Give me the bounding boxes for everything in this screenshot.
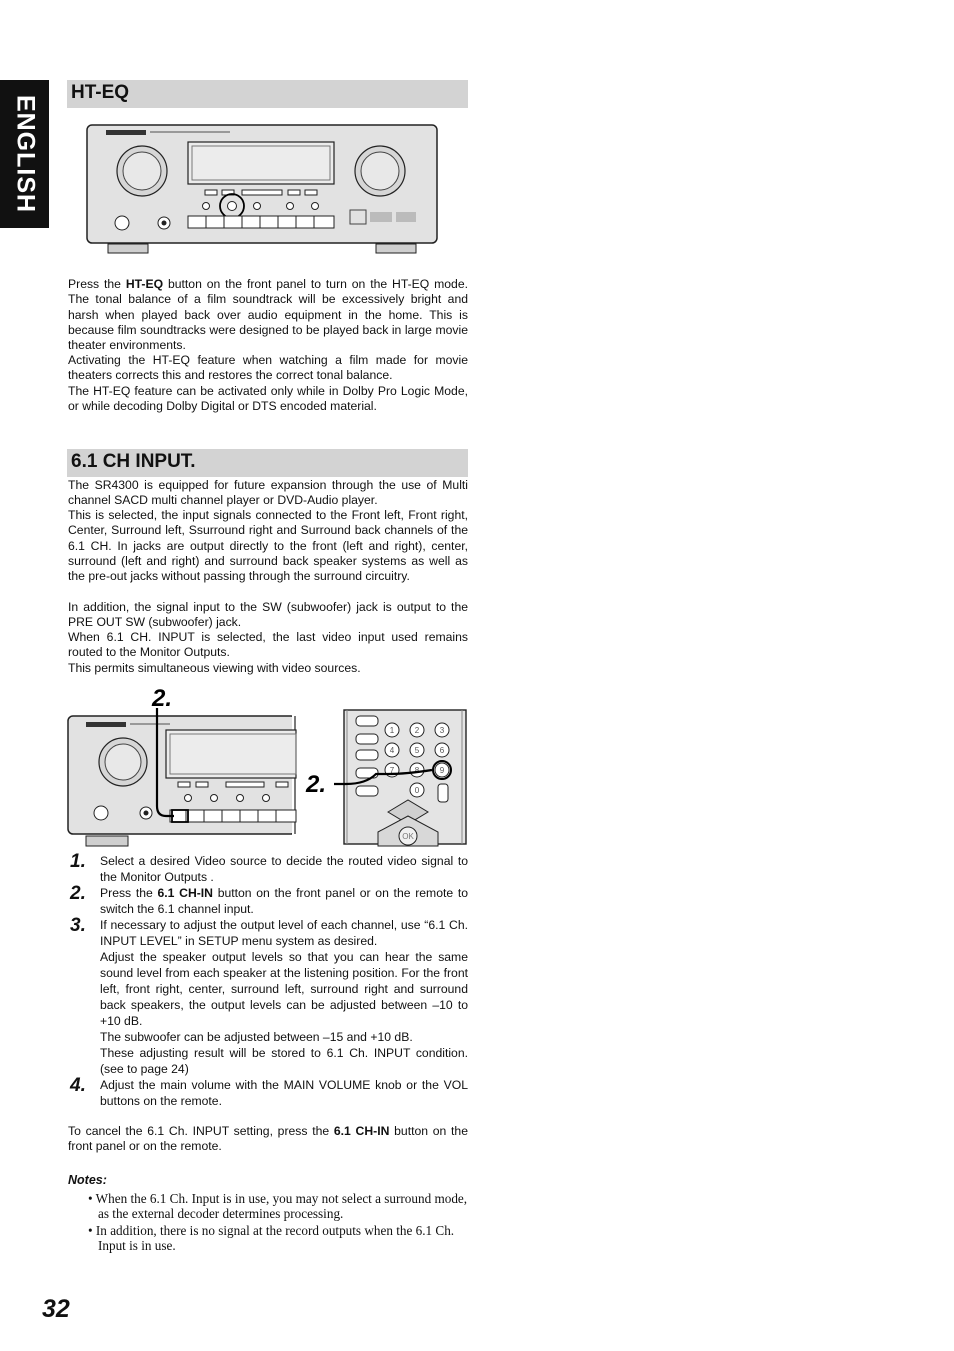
- step-number-1: 1.: [70, 851, 86, 872]
- section-heading-61ch: [67, 449, 468, 477]
- ch61-paragraph-4: When 6.1 CH. INPUT is selected, the last video input used remains routed to the Monitor Outputs.: [68, 630, 468, 660]
- svg-text:4: 4: [389, 746, 395, 755]
- svg-text:0: 0: [414, 786, 420, 795]
- step-number-4: 4.: [70, 1075, 86, 1096]
- step-text-1: Select a desired Video source to decide the routed video signal to the Monitor Outputs .: [100, 854, 468, 884]
- svg-text:3: 3: [439, 726, 445, 735]
- language-tab: [0, 80, 49, 228]
- ch61-paragraph-5: This permits simultaneous viewing with video sources.: [68, 661, 361, 675]
- step-text-3-detail: Adjust the speaker output levels so that you can hear the same sound level from each speaker at the listening position. For the front left, front right, center, surround left, surround right and surround back speakers, the output levels can be adjusted between –10 to +10 dB.: [100, 950, 468, 1028]
- step-text-3-stored: These adjusting result will be stored to 6.1 Ch. INPUT condition. (see to page 24): [100, 1046, 468, 1076]
- ch61-paragraph-3: In addition, the signal input to the SW (subwoofer) jack is output to the PRE OUT SW (subwoofer) jack.: [68, 600, 468, 630]
- step-text-2: Press the 6.1 CH-IN button on the front panel or on the remote to switch the 6.1 channel input.: [100, 886, 468, 916]
- notes-title: Notes:: [68, 1173, 107, 1187]
- svg-text:2: 2: [414, 726, 420, 735]
- ch61-paragraph-2: This is selected, the input signals connected to the Front left, Front right, Center, Surround left, Ssurround right and Surround back channels of the 6.1 CH. In jacks are output directly to the front (left and right), center, surround (left and right) and surround back speaker systems as well as the pre-out jacks without passing through the surround circuitry.: [68, 508, 468, 584]
- language-tab-label: ENGLISH: [11, 94, 39, 214]
- note-item-2: • In addition, there is no signal at the record outputs when the 6.1 Ch. Input is in use.: [88, 1223, 455, 1253]
- svg-text:9: 9: [439, 766, 445, 775]
- step-number-3: 3.: [70, 915, 86, 936]
- cancel-paragraph: To cancel the 6.1 Ch. INPUT setting, press the 6.1 CH-IN button on the front panel or on the remote.: [68, 1124, 468, 1154]
- svg-text:5: 5: [414, 746, 420, 755]
- section-title-61ch: 6.1 CH INPUT.: [71, 451, 196, 472]
- figure-label-remote: 2.: [306, 771, 327, 798]
- front-panel-and-remote-figure: [66, 682, 468, 848]
- svg-text:6: 6: [439, 746, 445, 755]
- svg-text:OK: OK: [402, 832, 414, 841]
- step-text-3-subwoofer: The subwoofer can be adjusted between –15 and +10 dB.: [100, 1030, 413, 1044]
- note-item-1: • When the 6.1 Ch. Input is in use, you may not select a surround mode, as the external decoder determines processing.: [88, 1191, 468, 1221]
- step-text-4: Adjust the main volume with the MAIN VOLUME knob or the VOL buttons on the remote.: [100, 1078, 468, 1108]
- section-title-hteq: HT-EQ: [71, 82, 130, 103]
- receiver-front-panel-figure: [86, 124, 438, 256]
- svg-text:7: 7: [389, 766, 395, 775]
- page-number: 32: [42, 1295, 70, 1323]
- step-text-3: If necessary to adjust the output level of each channel, use “6.1 Ch. INPUT LEVEL” in SETUP menu system as desired.: [100, 918, 468, 948]
- svg-text:1: 1: [389, 726, 395, 735]
- hteq-paragraph-2: Activating the HT-EQ feature when watching a film made for movie theaters corrects this and restores the correct tonal balance.: [68, 353, 468, 383]
- svg-text:8: 8: [414, 766, 420, 775]
- hteq-paragraph-3: The HT-EQ feature can be activated only while in Dolby Pro Logic Mode, or while decoding Dolby Digital or DTS encoded material.: [68, 384, 468, 414]
- figure-label-front: 2.: [152, 685, 173, 712]
- ch61-paragraph-1: The SR4300 is equipped for future expansion through the use of Multi channel SACD multi channel player or DVD-Audio player.: [68, 478, 468, 508]
- section-heading-hteq: [67, 80, 468, 108]
- step-number-2: 2.: [70, 883, 86, 904]
- hteq-paragraph-1: Press the HT-EQ button on the front panel to turn on the HT-EQ mode. The tonal balance of a film soundtrack will be excessively bright and harsh when played back over audio equipment in the home. This is because film soundtracks were designed to be played back in large movie theater environments.: [68, 277, 468, 353]
